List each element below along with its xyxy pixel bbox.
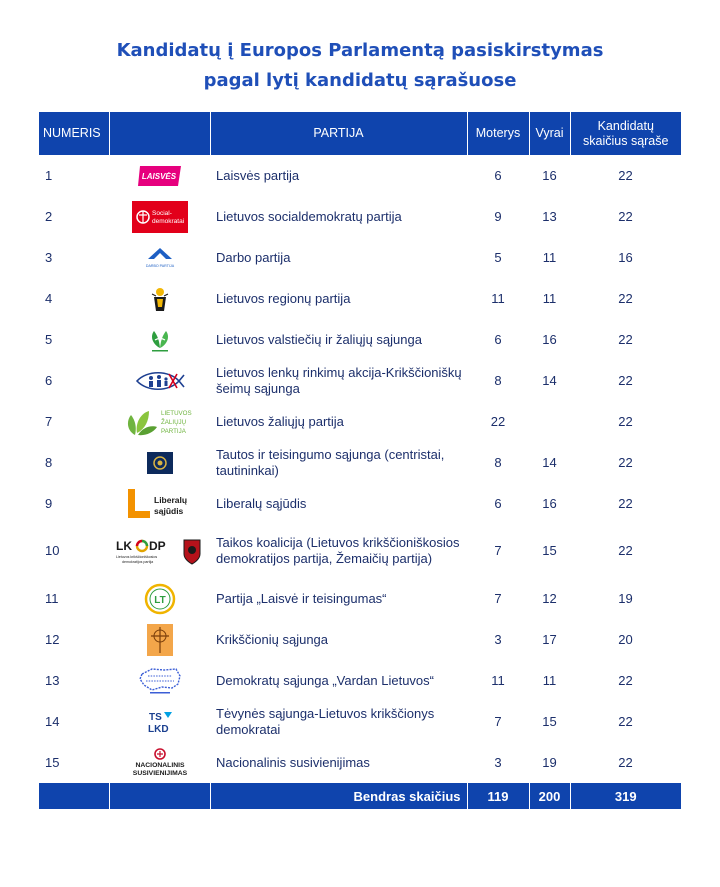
liberalu-text-2: sąjūdis <box>153 505 183 516</box>
table-row <box>39 619 681 660</box>
table-row <box>39 483 681 524</box>
totals-women: 119 <box>467 783 529 809</box>
lt-text: LT <box>153 594 166 606</box>
laisves-logo-text: LAISVĖS <box>141 171 176 181</box>
party-name: Taikos koalicija (Lietuvos krikščioniškosios demokratijos partija, Žemaičių partija) <box>216 535 460 566</box>
women-count: 6 <box>494 495 502 511</box>
party-name: Liberalų sąjūdis <box>216 495 307 511</box>
total-count: 22 <box>618 372 633 388</box>
party-name: Nacionalinis susivienijimas <box>216 754 370 770</box>
women-count: 7 <box>494 543 502 558</box>
row-number: 3 <box>45 249 53 265</box>
table-row <box>39 701 681 742</box>
women-count: 7 <box>494 713 502 729</box>
liberalu-text-1: Liberalų <box>153 494 187 505</box>
men-count: 16 <box>542 331 557 347</box>
lkdp-text-dp: DP <box>148 539 166 553</box>
lkdp-sub-1: Lietuvos krikščioniškosios <box>115 555 157 559</box>
zaliuju-partija-logo <box>109 401 210 442</box>
women-count: 11 <box>491 290 505 306</box>
women-count: 9 <box>494 208 502 224</box>
ts-text: TS <box>148 711 162 723</box>
men-count: 16 <box>542 495 557 511</box>
totals-empty-2 <box>109 783 210 809</box>
header-number: NUMERIS <box>43 126 101 140</box>
regionu-partija-logo <box>109 278 210 319</box>
zaliuju-text-3: PARTIJA <box>160 427 186 435</box>
party-name: Demokratų sąjunga „Vardan Lietuvos“ <box>216 672 434 688</box>
row-number: 12 <box>45 631 60 647</box>
title-line-2: pagal lytį kandidatų sąrašuose <box>203 70 517 91</box>
header-total-line-1: Kandidatų <box>597 118 654 133</box>
party-name: Lietuvos žaliųjų partija <box>216 413 344 429</box>
party-name: Partija „Laisvė ir teisingumas“ <box>216 590 387 606</box>
row-number: 10 <box>45 543 60 558</box>
party-name: Krikščionių sąjunga <box>216 631 329 647</box>
party-name: Tėvynės sąjunga-Lietuvos krikščionys demokratai <box>216 705 435 737</box>
valstieciu-logo <box>109 319 210 360</box>
total-count: 20 <box>618 631 633 647</box>
men-count: 11 <box>542 290 557 306</box>
men-count <box>529 401 570 442</box>
table-row <box>39 155 681 196</box>
table-row <box>39 442 681 483</box>
darbo-text: DARBO PARTIJA <box>145 263 174 268</box>
total-count: 22 <box>618 713 633 729</box>
row-number: 4 <box>45 290 53 306</box>
table-row <box>39 360 681 401</box>
women-count: 3 <box>494 631 502 647</box>
table-row <box>39 196 681 237</box>
table-row <box>39 660 681 701</box>
women-count: 5 <box>494 249 502 265</box>
total-count: 22 <box>618 454 633 470</box>
total-count: 16 <box>618 249 633 265</box>
women-count: 8 <box>494 372 502 388</box>
totals-label: Bendras skaičius <box>210 783 467 809</box>
ts-lkd-logo <box>109 701 210 742</box>
women-count: 3 <box>494 754 502 770</box>
table-row <box>39 401 681 442</box>
total-count: 19 <box>618 590 633 606</box>
laisves-logo <box>109 155 210 196</box>
totals-row <box>39 783 681 809</box>
row-number: 13 <box>45 672 60 688</box>
taikos-koalicija-logo <box>109 524 210 578</box>
men-count: 11 <box>542 672 557 688</box>
lkd-text: LKD <box>147 723 169 735</box>
social-text: Social- <box>151 209 172 217</box>
party-name: Darbo partija <box>216 249 291 265</box>
page-title <box>0 36 720 96</box>
row-number: 7 <box>45 413 53 429</box>
title-line-1: Kandidatų į Europos Parlamentą pasiskirstymas <box>116 40 604 61</box>
darbo-partija-logo <box>109 237 210 278</box>
row-number: 8 <box>45 454 53 470</box>
totals-men: 200 <box>529 783 570 809</box>
party-name: Lietuvos valstiečių ir žaliųjų sąjunga <box>216 331 422 347</box>
men-count: 15 <box>542 713 557 729</box>
party-name: Lietuvos lenkų rinkimų akcija-Krikščioniškų šeimų sąjunga <box>216 364 462 396</box>
table-header-row <box>39 112 681 155</box>
total-count: 22 <box>618 672 633 688</box>
table-row <box>39 278 681 319</box>
women-count: 8 <box>494 454 502 470</box>
socialdemokratai-logo <box>109 196 210 237</box>
total-count: 22 <box>618 754 633 770</box>
men-count: 19 <box>542 754 557 770</box>
women-count: 6 <box>494 331 502 347</box>
header-logo <box>109 112 210 155</box>
row-number: 5 <box>45 331 53 347</box>
men-count: 15 <box>542 543 557 558</box>
header-party: PARTIJA <box>210 112 467 155</box>
total-count: 22 <box>618 331 633 347</box>
total-count: 22 <box>618 543 633 558</box>
party-name: Lietuvos regionų partija <box>216 290 351 306</box>
men-count: 16 <box>542 167 557 183</box>
zaliuju-text-1: LIETUVOS <box>160 409 192 417</box>
total-count: 22 <box>618 167 633 183</box>
totals-total: 319 <box>570 783 681 809</box>
men-count: 14 <box>542 454 557 470</box>
row-number: 2 <box>45 208 53 224</box>
total-count: 22 <box>618 495 633 511</box>
men-count: 17 <box>542 631 557 647</box>
lkdp-sub-2: demokratijos partija <box>121 560 153 564</box>
total-count: 22 <box>618 413 633 429</box>
men-count: 11 <box>542 249 557 265</box>
header-men: Vyrai <box>529 112 570 155</box>
women-count: 7 <box>494 590 502 606</box>
table-row <box>39 237 681 278</box>
party-name: Laisvės partija <box>216 167 300 183</box>
row-number: 11 <box>45 590 59 606</box>
party-name: Lietuvos socialdemokratų partija <box>216 208 402 224</box>
total-count: 22 <box>618 208 633 224</box>
row-number: 14 <box>45 713 60 729</box>
lenku-akcija-logo <box>109 360 210 401</box>
men-count: 12 <box>542 590 557 606</box>
row-number: 9 <box>45 495 53 511</box>
table-row <box>39 524 681 578</box>
krikscioniu-sajunga-logo <box>109 619 210 660</box>
party-name: Tautos ir teisingumo sąjunga (centristai, tautininkai) <box>216 446 445 478</box>
zaliuju-text-2: ŽALIŲJŲ <box>160 418 186 426</box>
women-count: 6 <box>494 167 502 183</box>
header-total <box>570 112 681 155</box>
nacionalinis-susivienijimas-logo <box>109 742 210 783</box>
women-count: 11 <box>491 672 505 688</box>
women-count: 22 <box>490 413 506 429</box>
table-row <box>39 319 681 360</box>
vardan-lietuvos-logo <box>109 660 210 701</box>
lkdp-text-lk: LK <box>115 539 132 553</box>
candidates-table <box>39 112 681 809</box>
nacionalinis-text-2: SUSIVIENIJIMAS <box>132 769 187 777</box>
row-number: 15 <box>45 754 60 770</box>
table-row <box>39 578 681 619</box>
row-number: 6 <box>45 372 53 388</box>
total-count: 22 <box>618 290 633 306</box>
men-count: 14 <box>542 372 557 388</box>
table-row <box>39 742 681 783</box>
liberalu-sajudis-logo <box>109 483 210 524</box>
header-women: Moterys <box>467 112 529 155</box>
row-number: 1 <box>45 167 53 183</box>
laisve-teisingumas-logo <box>109 578 210 619</box>
nacionalinis-text-1: NACIONALINIS <box>134 761 185 769</box>
totals-empty-1 <box>39 783 109 809</box>
men-count: 13 <box>542 208 557 224</box>
demokratai-text: demokratai <box>151 217 184 225</box>
tautos-teisingumo-logo <box>109 442 210 483</box>
header-total-line-2: skaičius sąraše <box>583 133 669 148</box>
